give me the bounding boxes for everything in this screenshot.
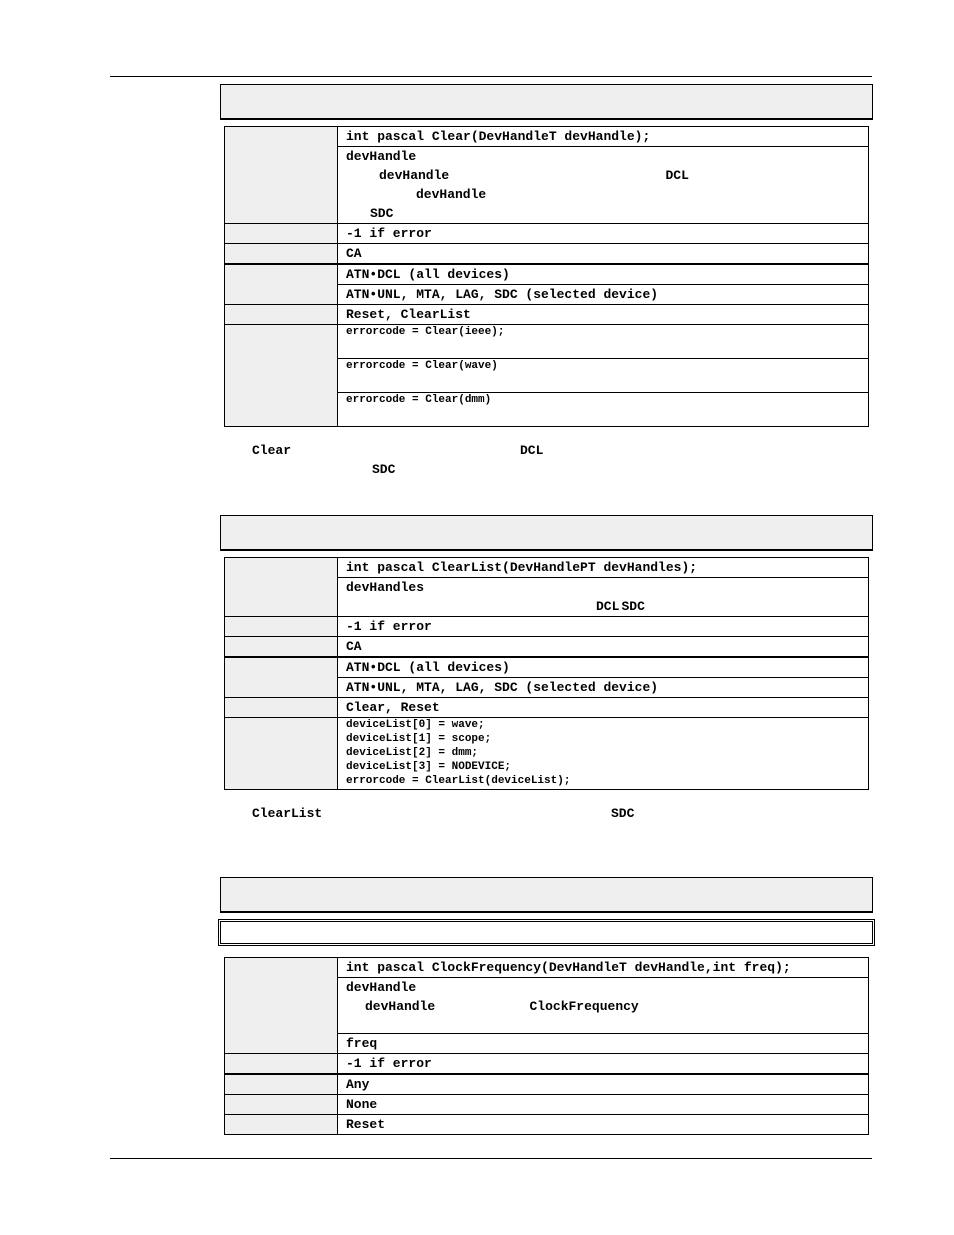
clearlist-example-line: errorcode = ClearList(deviceList); [346,775,571,787]
clockfrequency-prototype: int pascal ClockFrequency(DevHandleT devHandle,int freq); [338,958,869,978]
clockfrequency-header-bar [220,877,873,913]
clear-returns: -1 if error [338,224,869,244]
clear-param-dcl: DCL [665,168,689,183]
label-cell [225,127,338,224]
clearlist-prototype: int pascal ClearList(DevHandlePT devHandles); [338,558,869,578]
clear-note-dcl: DCL [520,443,544,458]
clearlist-param-sdc: SDC [621,599,645,614]
label-cell [225,637,338,658]
clear-example-2: errorcode = Clear(wave) [338,359,869,393]
clearlist-example-line: deviceList[1] = scope; [346,733,492,745]
label-cell [225,224,338,244]
clockfrequency-param-ref: devHandle [365,999,436,1014]
clear-bus-selected: ATN•UNL, MTA, LAG, SDC (selected device) [338,285,869,305]
clear-header-bar [220,84,873,120]
clear-note-sdc: SDC [372,462,396,477]
label-cell [225,958,338,1054]
label-cell [225,657,338,698]
bottom-rule [110,1158,872,1159]
clear-prototype: int pascal Clear(DevHandleT devHandle); [338,127,869,147]
clockfrequency-state: Any [338,1074,869,1095]
top-rule [110,76,872,77]
clear-param-name: devHandle [346,149,417,164]
clear-table [224,126,869,427]
clear-param-ref2: devHandle [416,187,487,202]
clear-state: CA [338,244,869,265]
clear-param-ref: devHandle [379,168,450,183]
clear-param-sdc: SDC [370,206,394,221]
clearlist-bus-all: ATN•DCL (all devices) [338,657,869,678]
clockfrequency-param-fn: ClockFrequency [529,999,639,1014]
label-cell [225,1074,338,1095]
clear-example-3: errorcode = Clear(dmm) [338,393,869,427]
clearlist-header-bar [220,515,873,551]
clockfrequency-parameters [338,978,869,1034]
clear-bus-all: ATN•DCL (all devices) [338,264,869,285]
clearlist-param-name: devHandles [346,580,425,595]
clear-note-clear: Clear [252,443,292,458]
clockfrequency-param-name: devHandle [346,980,417,995]
clearlist-see-also: Clear, Reset [338,698,869,718]
label-cell [225,325,338,427]
label-cell [225,698,338,718]
label-cell [225,244,338,265]
label-cell [225,1054,338,1075]
label-cell [225,305,338,325]
clockfrequency-subheader-box [218,919,875,946]
clearlist-example [338,718,869,790]
clear-see-also: Reset, ClearList [338,305,869,325]
clockfrequency-see-also: Reset [338,1115,869,1135]
clockfrequency-table [224,957,869,1135]
label-cell [225,718,338,790]
clearlist-example-line: deviceList[2] = dmm; [346,747,479,759]
clearlist-example-line: deviceList[3] = NODEVICE; [346,761,512,773]
clearlist-example-line: deviceList[0] = wave; [346,719,485,731]
clearlist-bus-selected: ATN•UNL, MTA, LAG, SDC (selected device) [338,678,869,698]
clearlist-param-dcl: DCL [596,599,620,614]
clockfrequency-returns: -1 if error [338,1054,869,1075]
label-cell [225,617,338,637]
clearlist-note-clearlist: ClearList [252,806,323,821]
label-cell [225,1115,338,1135]
label-cell [225,558,338,617]
clearlist-table [224,557,869,790]
clearlist-note-sdc: SDC [611,806,635,821]
label-cell [225,264,338,305]
label-cell [225,1095,338,1115]
clear-parameters [338,147,869,224]
clearlist-parameters [338,578,869,617]
clear-example-1: errorcode = Clear(ieee); [338,325,869,359]
clearlist-state: CA [338,637,869,658]
clockfrequency-param-freq: freq [338,1034,869,1054]
clearlist-returns: -1 if error [338,617,869,637]
clockfrequency-bus: None [338,1095,869,1115]
